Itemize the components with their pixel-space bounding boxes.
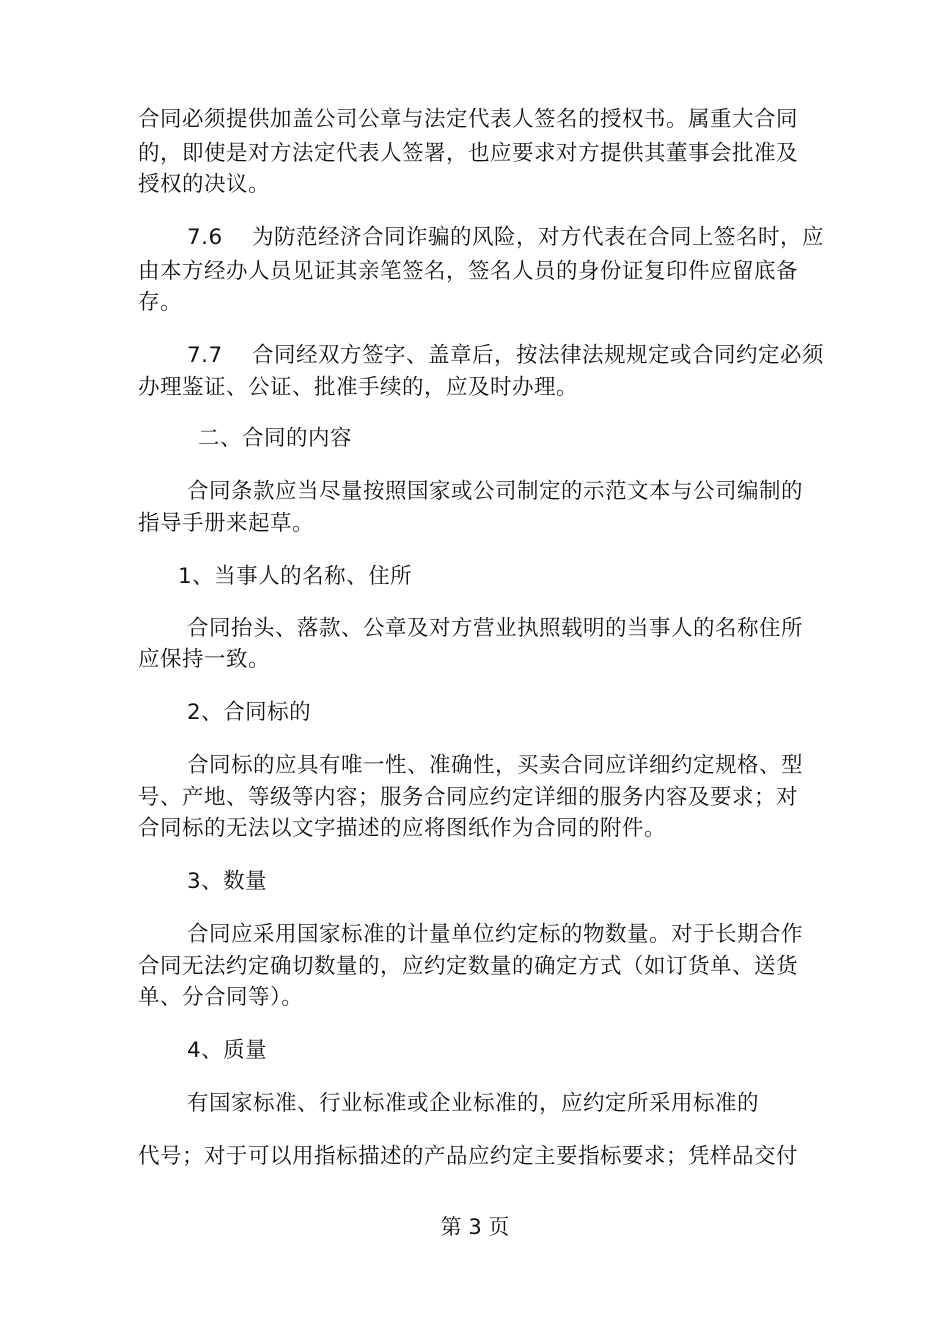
subsection-heading: 1、当事人的名称、住所	[178, 564, 413, 589]
text-line: 合同必须提供加盖公司公章与法定代表人签名的授权书。属重大合同	[138, 107, 799, 132]
text-line: 单、分合同等）。	[138, 985, 304, 1010]
page-number: 第 3 页	[440, 1215, 510, 1239]
subsection-heading: 2、合同标的	[187, 700, 312, 725]
text-line: 代号；对于可以用指标描述的产品应约定主要指标要求；凭样品交付	[138, 1144, 799, 1169]
section-heading: 二、合同的内容	[198, 426, 353, 451]
text-line: 合同标的应具有唯一性、准确性，买卖合同应详细约定规格、型	[187, 753, 804, 778]
text-line: 办理鉴证、公证、批准手续的，应及时办理。	[138, 375, 579, 400]
text-line: 7.7 合同经双方签字、盖章后，按法律法规规定或合同约定必须	[187, 343, 825, 368]
subsection-heading: 3、数量	[187, 869, 268, 894]
text-line: 合同无法约定确切数量的，应约定数量的确定方式（如订货单、送货	[138, 954, 799, 979]
text-line: 号、产地、等级等内容；服务合同应约定详细的服务内容及要求；对	[138, 785, 799, 810]
text-line: 存。	[138, 290, 183, 315]
text-line: 有国家标准、行业标准或企业标准的，应约定所采用标准的	[187, 1091, 760, 1116]
text-line: 指导手册来起草。	[138, 511, 315, 536]
text-line: 合同条款应当尽量按照国家或公司制定的示范文本与公司编制的	[187, 479, 804, 504]
text-line: 合同抬头、落款、公章及对方营业执照载明的当事人的名称住所	[187, 616, 804, 641]
text-line: 授权的决议。	[138, 172, 271, 197]
text-line: 合同标的无法以文字描述的应将图纸作为合同的附件。	[138, 816, 667, 841]
text-line: 的，即使是对方法定代表人签署，也应要求对方提供其董事会批准及	[138, 141, 799, 166]
text-line: 7.6 为防范经济合同诈骗的风险，对方代表在合同上签名时，应	[187, 225, 825, 250]
text-line: 由本方经办人员见证其亲笔签名，签名人员的身份证复印件应留底备	[138, 259, 799, 284]
text-line: 合同应采用国家标准的计量单位约定标的物数量。对于长期合作	[187, 922, 804, 947]
text-line: 应保持一致。	[138, 647, 271, 672]
subsection-heading: 4、质量	[187, 1038, 268, 1063]
